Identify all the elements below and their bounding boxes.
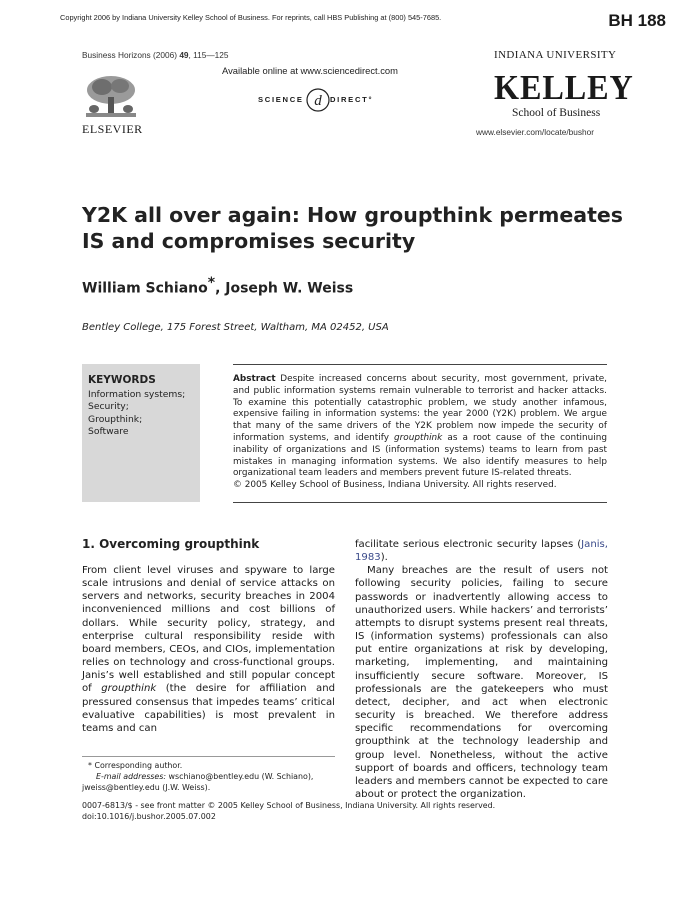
paragraph: From client level viruses and spyware to large scale intrusions and denial of service attacks on servers and networks, security breaches in 2004 inconvenienced millions and cost billions of dollars. While security policy, strategy, and enterprise cultural responsibility reside with board members, CEOs, and CIOs, implementation relies on technology and cross-functional groups. Janis’s well established and still popular concept of groupthink (the desire for affiliation and pressured consensus that impedes teams’ critical evaluative capabilities) is most prevalent in teams and can — [82, 565, 335, 734]
sd-at-icon — [305, 86, 331, 114]
footnote-rule — [82, 756, 335, 757]
email-line-2: jweiss@bentley.edu (J.W. Weiss). — [82, 783, 211, 792]
keyword-item: Groupthink; — [88, 413, 143, 425]
affiliation: Bentley College, 175 Forest Street, Waltham, MA 02452, USA — [82, 322, 389, 333]
journal-url[interactable]: www.elsevier.com/locate/bushor — [476, 127, 595, 137]
journal-citation: Business Horizons (2006) 49, 115—125 — [82, 50, 229, 60]
keywords-box — [82, 364, 200, 502]
body-column-right — [355, 538, 608, 801]
sd-left-text: SCIENCE — [258, 95, 304, 104]
keywords-list — [88, 389, 185, 438]
svg-text:d: d — [314, 93, 322, 109]
elsevier-tree-icon — [82, 73, 140, 121]
available-online[interactable]: Available online at www.sciencedirect.com — [222, 65, 398, 76]
article-code: BH 188 — [608, 11, 666, 30]
abstract-copyright: © 2005 Kelley School of Business, Indiana University. All rights reserved. — [233, 480, 557, 491]
author-list: William Schiano*, Joseph W. Weiss — [82, 275, 354, 297]
kelley-wordmark: KELLEY — [494, 68, 634, 107]
abstract: Abstract Despite increased concerns about security, most government, private, and public information systems remain vulnerable to terrorist and hacker attacks. To examine this potentially catastrophic problem, we study another infamous, expensive failing in information systems: the year 2000 (Y2K) problem. We argue that many of the same drivers of the Y2K problem now impede the security of information systems, and identify groupthink as a root cause of the continuing inability of organizations and IS (information systems) teams to learn from past mistakes in managing information systems. We also identify measures to help organizational team leaders and members prevent future IS-related threats. © 2005 Kelley School of Business, Indiana University. All rights reserved. — [233, 374, 607, 491]
keyword-item: Security; — [88, 401, 129, 413]
abstract-bottom-rule — [233, 502, 607, 503]
article-title: Y2K all over again: How groupthink permeates IS and compromises security — [82, 203, 623, 253]
sd-right-text: DIRECT° — [330, 95, 374, 104]
email-line: E-mail addresses: wschiano@bentley.edu (W. Schiano), — [96, 772, 314, 781]
abstract-top-rule — [233, 364, 607, 365]
section-heading: 1. Overcoming groupthink — [82, 537, 260, 551]
paragraph: Many breaches are the result of users not following security policies, failing to secure passwords or inadvertently allowing access to unauthorized users. While hackers’ and terrorists’ attempts to disrupt systems present real threats, IS (information systems) professionals can also put entire organizations at risk by developing, marketing, implementing, and maintaining insufficiently secure software. Moreover, IS professionals are the gatekeepers who must detect, decipher, and act when electronic security is breached. We therefore address specific recommendations for overcoming groupthink at the technology leadership and group level. Nonetheless, without the active support of boards and officers, technology team leaders and members cannot be expected to care about or protect the organization. — [355, 565, 608, 800]
keyword-item: Software — [88, 425, 129, 437]
copyright-notice: Copyright 2006 by Indiana University Kelley School of Business. For reprints, call HBS Publishing at (800) 545-7685. — [60, 13, 442, 22]
sciencedirect-logo — [256, 86, 381, 114]
paragraph: facilitate serious electronic security lapses (Janis, 1983). — [355, 539, 608, 564]
front-matter-line: 0007-6813/$ - see front matter © 2005 Kelley School of Business, Indiana University. All rights reserved. — [82, 801, 496, 810]
doi-line[interactable]: doi:10.1016/j.bushor.2005.07.002 — [82, 812, 216, 821]
university-name: INDIANA UNIVERSITY — [494, 49, 617, 61]
citation-link[interactable]: Janis, 1983 — [355, 539, 608, 564]
page-footer — [82, 800, 495, 822]
corresponding-author-note: * Corresponding author. — [88, 761, 183, 770]
elsevier-wordmark: ELSEVIER — [82, 122, 143, 136]
keyword-item: Information systems; — [88, 389, 186, 400]
corresponding-mark[interactable]: * — [207, 275, 216, 291]
keywords-title: KEYWORDS — [88, 374, 156, 386]
body-column-left — [82, 564, 335, 735]
footnote — [82, 760, 335, 793]
school-of-business: School of Business — [512, 107, 601, 119]
